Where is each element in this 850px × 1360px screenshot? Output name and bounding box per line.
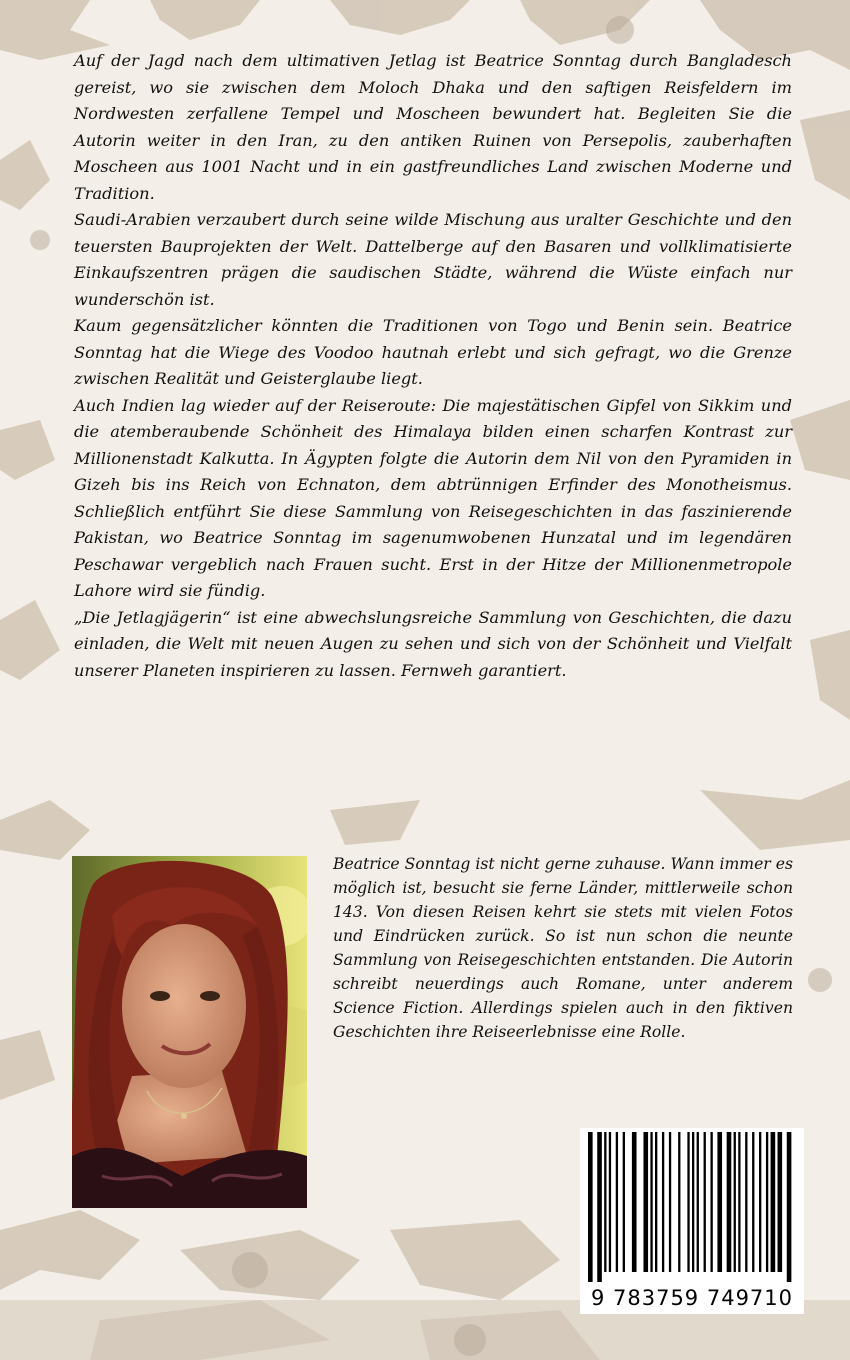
barcode-bar <box>717 1132 722 1272</box>
author-bio: Beatrice Sonntag ist nicht gerne zuhause. Wann immer es möglich ist, besucht sie ferne Länder, mittlerweile schon 143. Von diesen Reisen kehrt sie stets mit vielen Fotos und Eindrücken zurück. So ist nun schon die neunte Sammlung von Reisegeschichten entstanden. Die Autorin schreibt neuerdings auch Romane, unter anderem Science Fiction. Allerdings spielen auch in den fiktiven Geschichten ihre Reiseerlebnisse eine Rolle. <box>333 855 793 1041</box>
barcode-bar <box>655 1132 657 1272</box>
barcode-bar <box>759 1132 761 1272</box>
barcode-bar <box>704 1132 706 1272</box>
barcode-bar <box>609 1132 611 1272</box>
barcode-bar <box>710 1132 712 1272</box>
barcode-bar <box>643 1132 648 1272</box>
isbn-number: 9 783759 749710 <box>590 1286 794 1310</box>
barcode-bar <box>616 1132 618 1272</box>
barcode-bar <box>787 1132 792 1282</box>
barcode-bar <box>766 1132 768 1272</box>
barcode-bar <box>692 1132 694 1272</box>
barcode-bar <box>687 1132 689 1272</box>
barcode-bar <box>734 1132 736 1272</box>
barcode-bars <box>588 1132 796 1282</box>
barcode-bar <box>697 1132 699 1272</box>
back-cover-blurb <box>74 48 792 684</box>
barcode-bar <box>678 1132 680 1272</box>
author-photo <box>72 856 307 1208</box>
barcode-bar <box>597 1132 602 1282</box>
barcode-bar <box>669 1132 671 1272</box>
barcode-bar <box>662 1132 664 1272</box>
barcode-bar <box>623 1132 625 1272</box>
barcode-bar <box>738 1132 740 1272</box>
blurb-paragraph-5: „Die Jetlagjägerin“ ist eine abwechslungsreiche Sammlung von Geschichten, die dazu einladen, die Welt mit neuen Augen zu sehen und sich von der Schönheit und Vielfalt unserer Planeten inspirieren zu lassen. Fernweh garantiert. <box>74 607 792 680</box>
blurb-paragraph-3: Kaum gegensätzlicher könnten die Traditionen von Togo und Benin sein. Beatrice Sonntag hat die Wiege des Voodoo hautnah erlebt und sich gefragt, wo die Grenze zwischen Realität und Geisterglaube liegt. <box>74 316 792 388</box>
barcode-bar <box>604 1132 606 1272</box>
barcode-bar <box>727 1132 732 1272</box>
barcode-bar <box>752 1132 754 1272</box>
barcode-bar <box>588 1132 593 1282</box>
isbn-barcode <box>580 1128 804 1314</box>
blurb-paragraph-1: Auf der Jagd nach dem ultimativen Jetlag ist Beatrice Sonntag durch Bangladesch gereist, wo sie zwischen dem Moloch Dhaka und den saftigen Reisfeldern im Nordwesten zerfallene Tempel und Moscheen bewundert hat. Begleiten Sie die Autorin weiter in den Iran, zu den antiken Ruinen von Persepolis, zauberhaften Moscheen aus 1001 Nacht und in ein gastfreundliches Land zwischen Moderne und Tradition. <box>74 51 792 203</box>
barcode-bar <box>778 1132 783 1272</box>
barcode-bar <box>650 1132 652 1272</box>
barcode-bar <box>745 1132 747 1272</box>
barcode-bar <box>632 1132 637 1272</box>
blurb-paragraph-2: Saudi-Arabien verzaubert durch seine wilde Mischung aus uralter Geschichte und den teuersten Bauprojekten der Welt. Dattelberge auf den Basaren und vollklimatisierte Einkaufszentren prägen die saudischen Städte, während die Wüste einfach nur wunderschön ist. <box>74 210 792 309</box>
barcode-bar <box>771 1132 776 1272</box>
blurb-paragraph-4: Auch Indien lag wieder auf der Reiseroute: Die majestätischen Gipfel von Sikkim und die atemberaubende Schönheit des Himalaya bilden einen scharfen Kontrast zur Millionenstadt Kalkutta. In Ägypten folgte die Autorin dem Nil von den Pyramiden in Gizeh bis ins Reich von Echnaton, dem abtrünnigen Erfinder des Monotheismus. Schließlich entführt Sie diese Sammlung von Reisegeschichten in das faszinierende Pakistan, wo Beatrice Sonntag im sagenumwobenen Hunzatal und im legendären Peschawar vergeblich nach Frauen sucht. Erst in der Hitze der Millionenmetropole Lahore wird sie fündig. <box>74 395 792 600</box>
